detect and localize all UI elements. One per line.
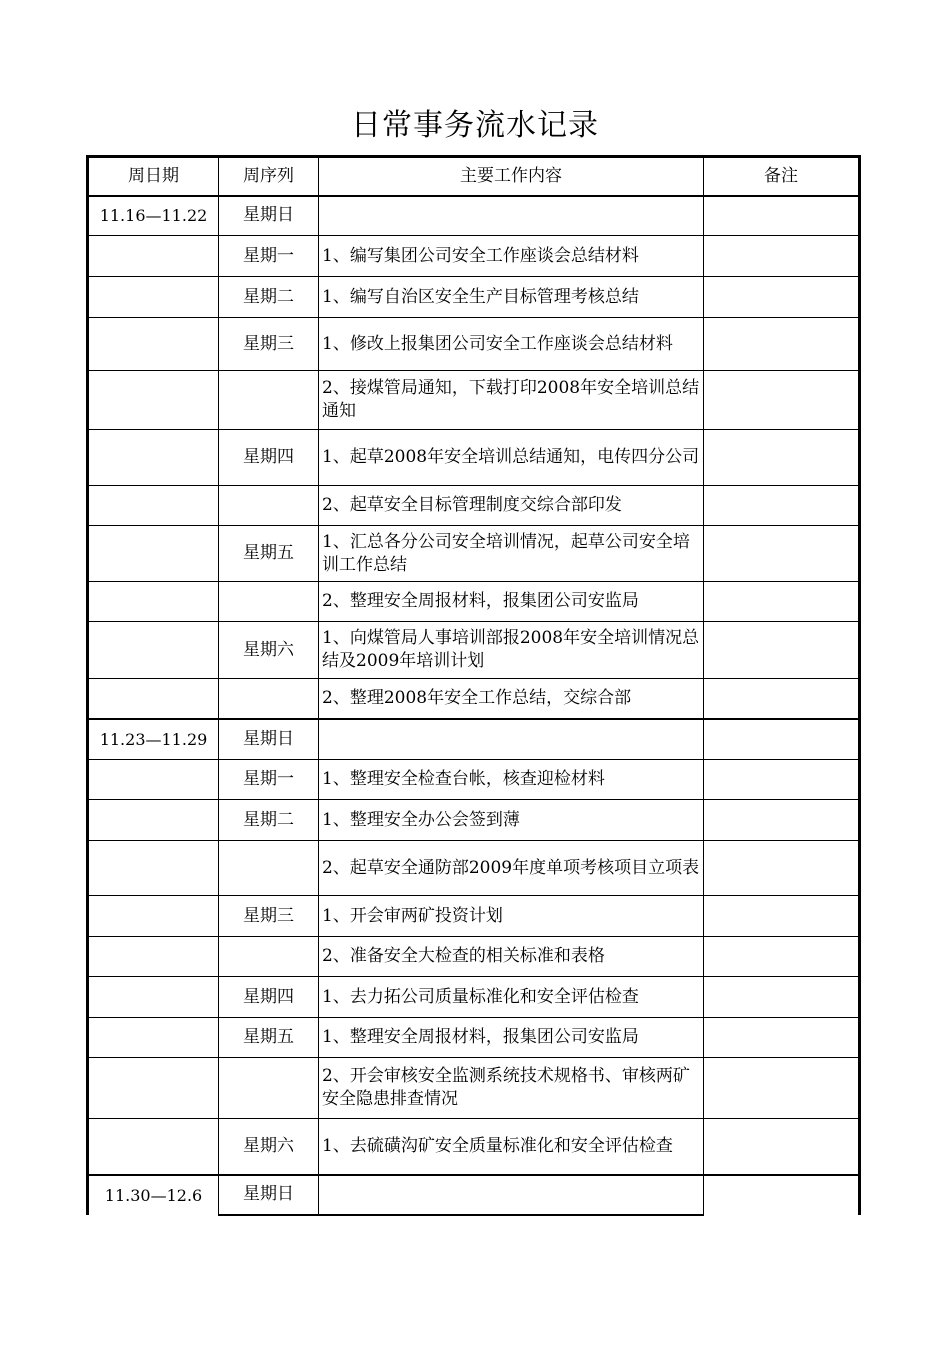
work-content-cell: 2、整理安全周报材料，报集团公司安监局 — [319, 582, 704, 622]
notes-cell — [704, 937, 860, 977]
work-content-cell: 1、起草2008年安全培训总结通知，电传四分公司 — [319, 430, 704, 486]
table-row — [88, 582, 860, 622]
work-content-cell — [319, 196, 704, 236]
notes-cell — [704, 1018, 860, 1058]
work-content-cell — [319, 719, 704, 760]
work-content-cell: 2、接煤管局通知，下载打印2008年安全培训总结通知 — [319, 371, 704, 430]
notes-cell — [704, 841, 860, 896]
notes-cell — [704, 1175, 860, 1215]
week-date-cell — [88, 679, 219, 719]
weekday-cell — [219, 486, 319, 526]
week-date-cell — [88, 430, 219, 486]
week-date-cell — [88, 277, 219, 318]
week-date-cell — [88, 977, 219, 1018]
work-content-cell: 1、整理安全周报材料，报集团公司安监局 — [319, 1018, 704, 1058]
notes-cell — [704, 896, 860, 937]
table-row — [88, 719, 860, 760]
weekday-cell: 星期三 — [219, 318, 319, 371]
week-date-cell — [88, 486, 219, 526]
week-date-cell — [88, 371, 219, 430]
week-date-cell — [88, 800, 219, 841]
weekday-cell: 星期五 — [219, 1018, 319, 1058]
table-row — [88, 236, 860, 277]
table-row — [88, 622, 860, 679]
table-row — [88, 277, 860, 318]
weekday-cell: 星期日 — [219, 1175, 319, 1215]
weekday-cell: 星期五 — [219, 526, 319, 582]
table-row — [88, 679, 860, 719]
table-row — [88, 1018, 860, 1058]
table-row — [88, 196, 860, 236]
weekday-cell: 星期四 — [219, 430, 319, 486]
table-header-row — [88, 157, 860, 196]
work-content-cell: 1、整理安全检查台帐，核查迎检材料 — [319, 760, 704, 800]
week-date-cell — [88, 896, 219, 937]
notes-cell — [704, 277, 860, 318]
weekday-cell — [219, 1058, 319, 1119]
notes-cell — [704, 196, 860, 236]
notes-cell — [704, 679, 860, 719]
week-date-cell: 11.30—12.6 — [88, 1175, 219, 1215]
notes-cell — [704, 526, 860, 582]
table-row — [88, 1058, 860, 1119]
week-date-cell — [88, 760, 219, 800]
weekday-cell: 星期四 — [219, 977, 319, 1018]
week-date-cell — [88, 582, 219, 622]
weekday-cell — [219, 582, 319, 622]
work-content-cell: 2、开会审核安全监测系统技术规格书、审核两矿安全隐患排查情况 — [319, 1058, 704, 1119]
notes-cell — [704, 371, 860, 430]
work-content-cell: 2、准备安全大检查的相关标准和表格 — [319, 937, 704, 977]
week-date-cell — [88, 1018, 219, 1058]
week-date-cell — [88, 236, 219, 277]
notes-cell — [704, 1119, 860, 1175]
work-content-cell: 1、向煤管局人事培训部报2008年安全培训情况总结及2009年培训计划 — [319, 622, 704, 679]
work-content-cell: 1、编写集团公司安全工作座谈会总结材料 — [319, 236, 704, 277]
week-date-cell — [88, 1119, 219, 1175]
work-content-cell: 2、整理2008年安全工作总结，交综合部 — [319, 679, 704, 719]
table-row — [88, 318, 860, 371]
notes-cell — [704, 800, 860, 841]
table-row — [88, 896, 860, 937]
week-date-cell — [88, 841, 219, 896]
work-content-cell: 1、去力拓公司质量标准化和安全评估检查 — [319, 977, 704, 1018]
work-content-cell: 1、去硫磺沟矿安全质量标准化和安全评估检查 — [319, 1119, 704, 1175]
notes-cell — [704, 430, 860, 486]
work-content-cell: 2、起草安全目标管理制度交综合部印发 — [319, 486, 704, 526]
table-row — [88, 486, 860, 526]
table-row — [88, 937, 860, 977]
notes-cell — [704, 486, 860, 526]
work-content-cell — [319, 1175, 704, 1215]
work-content-cell: 1、整理安全办公会签到薄 — [319, 800, 704, 841]
table-row — [88, 1119, 860, 1175]
weekday-cell — [219, 679, 319, 719]
table-row — [88, 841, 860, 896]
weekday-cell: 星期二 — [219, 277, 319, 318]
header-weekday: 周序列 — [219, 157, 319, 196]
notes-cell — [704, 760, 860, 800]
work-content-cell: 1、编写自治区安全生产目标管理考核总结 — [319, 277, 704, 318]
weekday-cell: 星期日 — [219, 196, 319, 236]
weekday-cell: 星期一 — [219, 760, 319, 800]
notes-cell — [704, 318, 860, 371]
table-row — [88, 800, 860, 841]
header-notes: 备注 — [704, 157, 860, 196]
table-row — [88, 526, 860, 582]
page-title: 日常事务流水记录 — [351, 108, 599, 143]
work-content-cell: 1、汇总各分公司安全培训情况，起草公司安全培训工作总结 — [319, 526, 704, 582]
week-date-cell — [88, 318, 219, 371]
work-content-cell: 1、修改上报集团公司安全工作座谈会总结材料 — [319, 318, 704, 371]
table-row — [88, 1175, 860, 1215]
weekday-cell: 星期一 — [219, 236, 319, 277]
weekday-cell: 星期日 — [219, 719, 319, 760]
table-row — [88, 430, 860, 486]
week-date-cell — [88, 1058, 219, 1119]
week-date-cell — [88, 937, 219, 977]
week-date-cell: 11.16—11.22 — [88, 196, 219, 236]
notes-cell — [704, 622, 860, 679]
weekday-cell — [219, 371, 319, 430]
table-row — [88, 977, 860, 1018]
weekday-cell — [219, 841, 319, 896]
week-date-cell — [88, 622, 219, 679]
weekday-cell: 星期二 — [219, 800, 319, 841]
weekday-cell: 星期六 — [219, 622, 319, 679]
week-date-cell: 11.23—11.29 — [88, 719, 219, 760]
notes-cell — [704, 977, 860, 1018]
week-date-cell — [88, 526, 219, 582]
weekday-cell — [219, 937, 319, 977]
table-row — [88, 371, 860, 430]
table-row — [88, 760, 860, 800]
work-content-cell: 2、起草安全通防部2009年度单项考核项目立项表 — [319, 841, 704, 896]
weekday-cell: 星期三 — [219, 896, 319, 937]
notes-cell — [704, 719, 860, 760]
notes-cell — [704, 236, 860, 277]
notes-cell — [704, 582, 860, 622]
work-content-cell: 1、开会审两矿投资计划 — [319, 896, 704, 937]
weekday-cell: 星期六 — [219, 1119, 319, 1175]
notes-cell — [704, 1058, 860, 1119]
header-week-date: 周日期 — [88, 157, 219, 196]
header-work-content: 主要工作内容 — [319, 157, 704, 196]
work-log-table — [86, 155, 861, 1216]
